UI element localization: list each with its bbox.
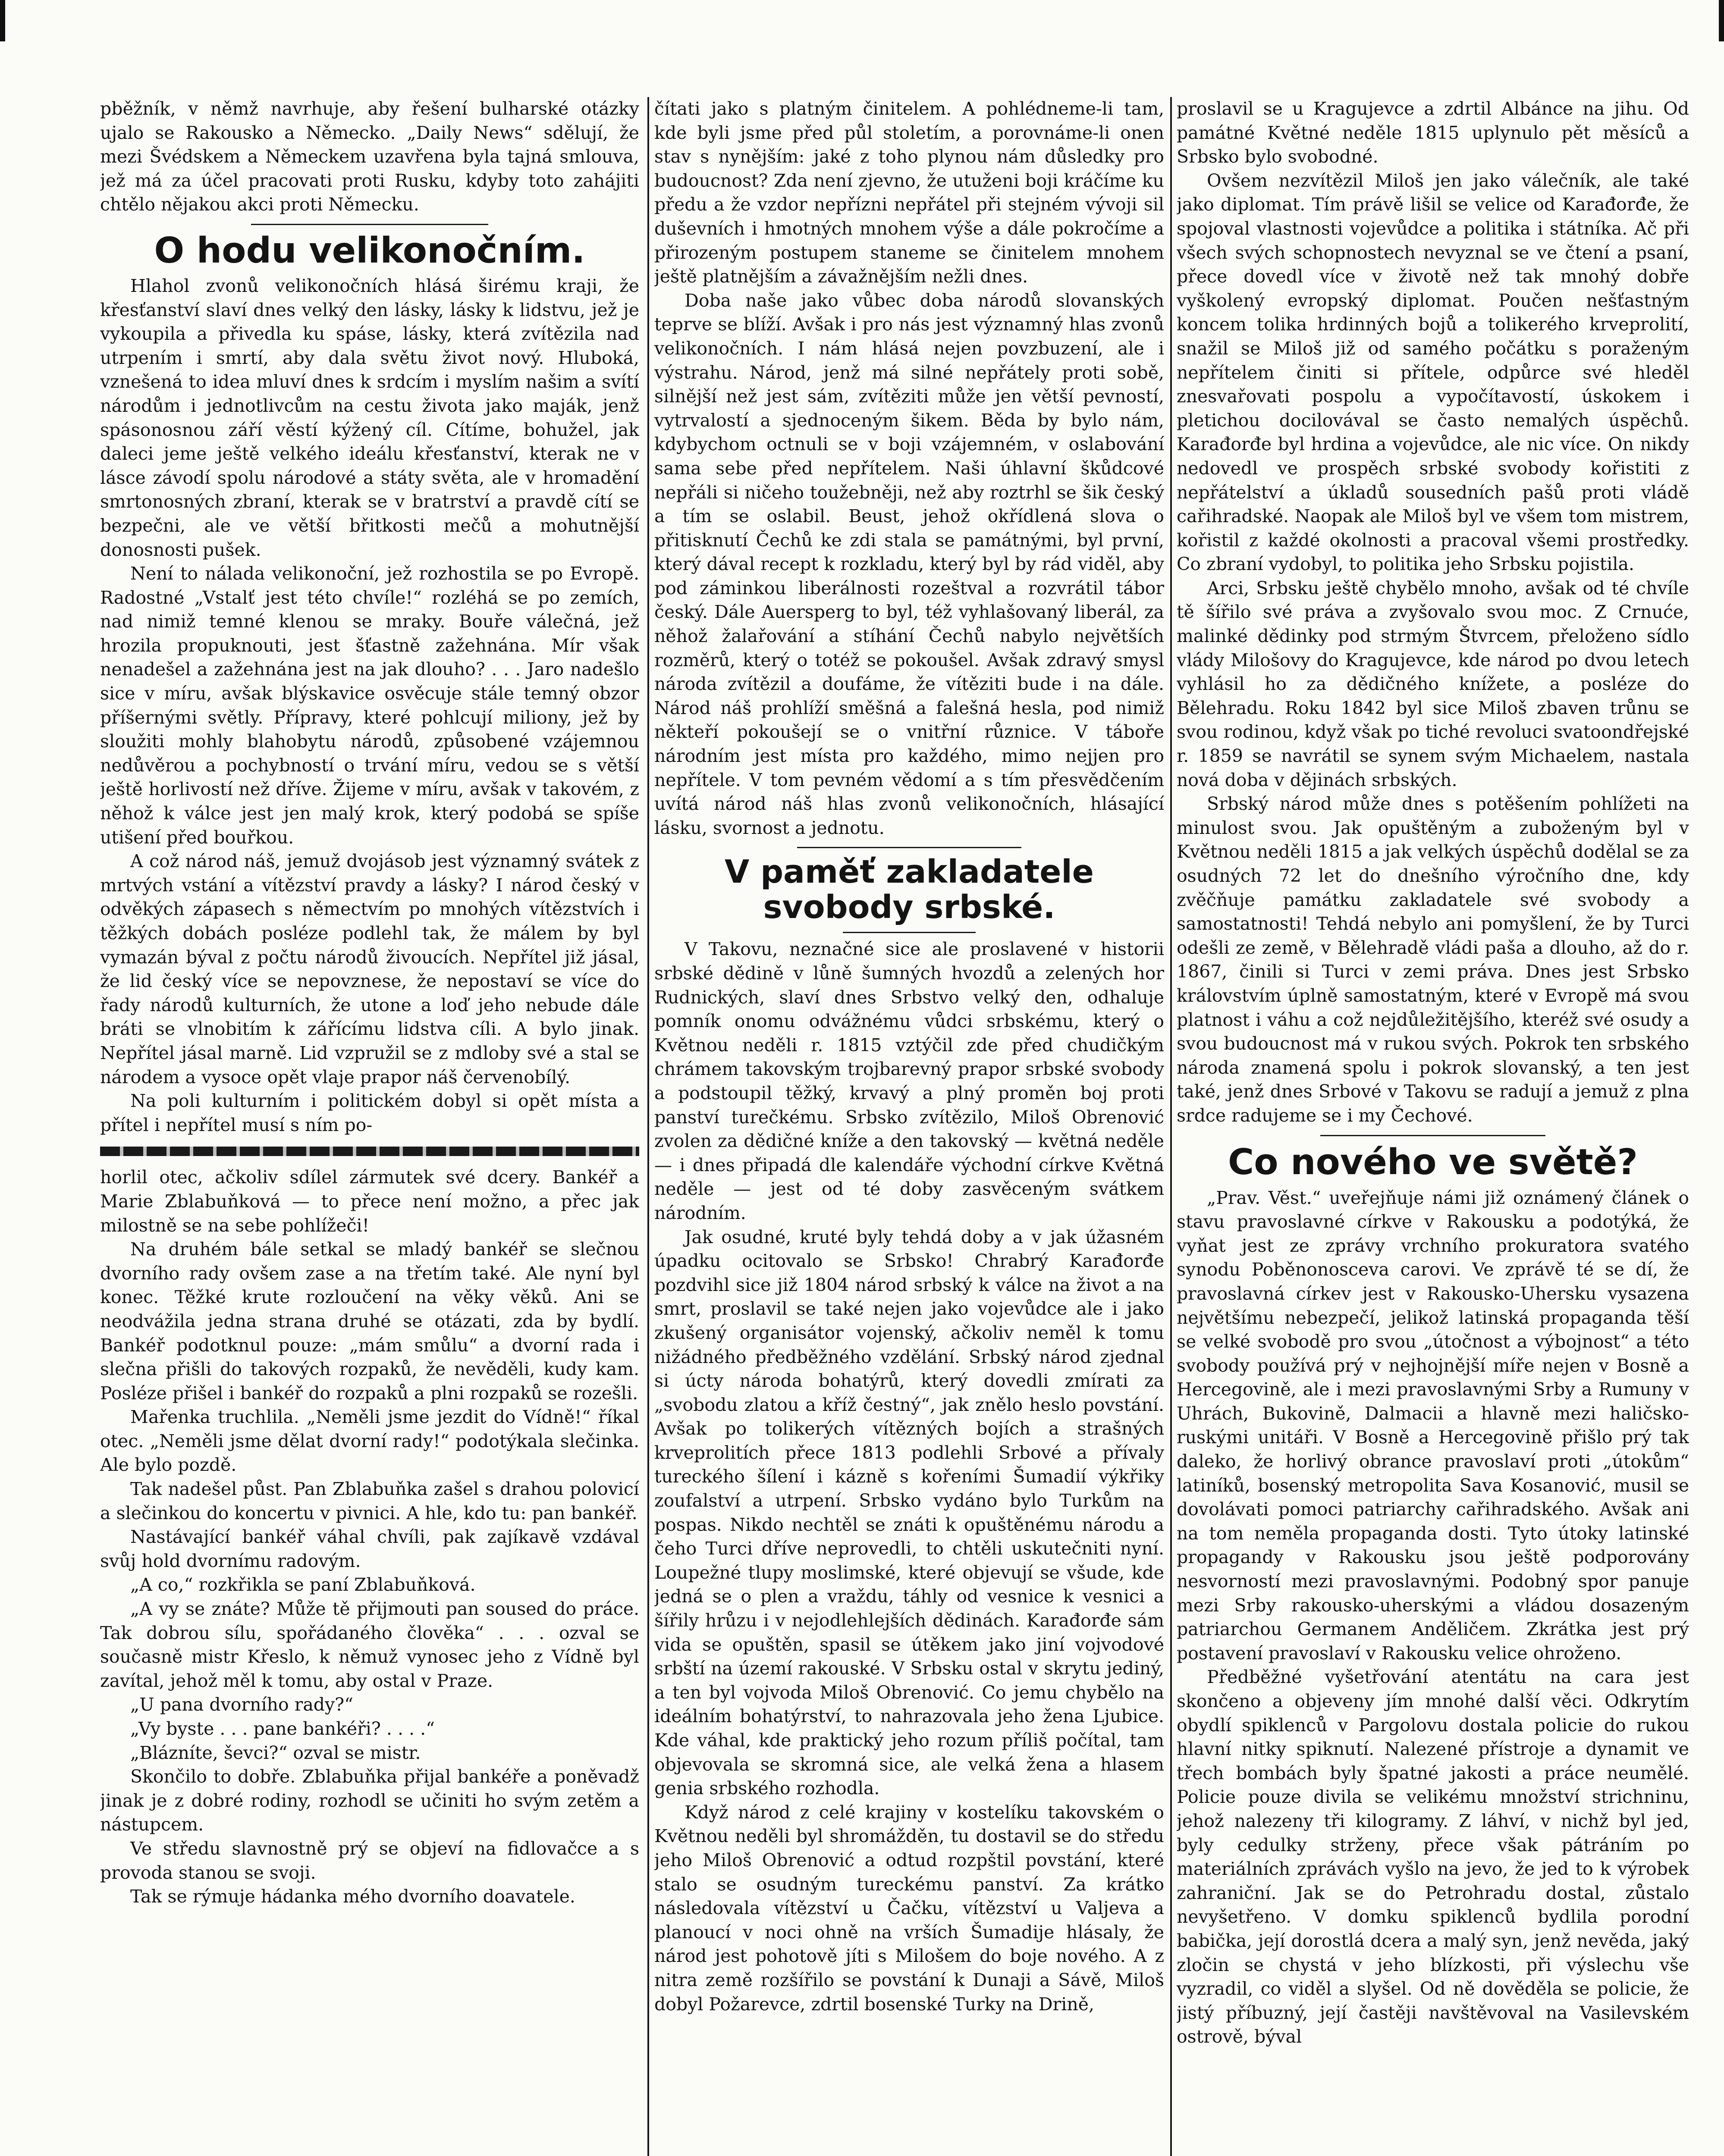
left-page-edge <box>0 0 5 41</box>
paragraph: Předběžné vyšetřování atentátu na cara jest skončeno a objeveny jím mnohé další věci. Odkrytím obydlí spiklenců v Pargolovu dostala policie do rukou hlavní nitky spiknutí. Nalezené přístroje a dynamit ve třech bombách byly špatné jakosti a práce neumělé. Policie pouze divila se velikému množství strichninu, jehož nalezeny tři kilogramy. Z láhví, v nichž byl jed, byly cedulky strženy, přece však pátráním po materiálních zprávách vyšlo na jevo, že jed to k výrobek zahraniční. Jak se do Petrohradu dostal, zůstalo nevyšetřeno. V domku spiklenců bydlila porodní babička, její dorostlá dcera a malý syn, jenž nevěda, jaký zločin se chystá v jeho blízkosti, při výslechu vše vyzradil, co viděl a slyšel. Od ně dověděla se policie, že jistý příbuzný, její častěji navštěvoval na Vasilevském ostrově, býval <box>1177 1667 1689 2047</box>
story-paragraph: „A vy se znáte? Může tě přijmouti pan soused do práce. Tak dobrou sílu, spořádaného člověka“ . . . ozval se současně mistr Křeslo, k němuž vynosec jeho z Vídně byl zavítal, jehož měl k tomu, aby ostal v Praze. <box>100 1598 639 1691</box>
story-paragraph: „U pana dvorního rady?“ <box>130 1694 354 1715</box>
column-2 <box>654 97 1164 2156</box>
column-3 <box>1177 97 1689 2156</box>
paragraph: A což národ náš, jemuž dvojásob jest významný svátek z mrtvých vstání a vítězství pravdy a lásky? I národ český v odvěkých zápasech s němectvím po mnohých vítězstvích i těžkých dobách posléze podlehl tak, že málem by byl vymazán býval z počtu národů živoucích. Nepřítel již jásal, že lid český více se nepovznese, že nepostaví se více do řady národů kulturních, že utone a loď jeho nebude dále bráti se vlnobitím k zářícímu lidstva cíli. A bylo jinak. Nepřítel jásal marně. Lid vzpružil se z mdloby své a stal se národem a vysoce opět vlaje prapor náš červenobílý. <box>100 851 639 1087</box>
separator <box>251 224 488 225</box>
paragraph: Není to nálada velikonoční, jež rozhostila se po Evropě. Radostné „Vstalť jest této chvíle!“ rozléhá se po zemích, nad nimiž temné klenou se mraky. Bouře válečná, jež hrozila propuknouti, jest šťastně zažehnána. Mír však nenadešel a zažehnána jest na jak dlouho? . . . Jaro nadešlo sice v míru, avšak blýskavice osvěcuje stále temný obzor příšernými světly. Přípravy, které pohlcují miliony, jež by sloužiti mohly blahobytu národů, způsobené vzájemnou nedůvěrou a pochybností o trvání míru, vedou se s větší ještě horlivostí než dříve. Žijeme v míru, avšak v takovém, z něhož k válce jest jen malý krok, který podobá se spíše utišení před bouřkou. <box>100 563 639 848</box>
paragraph: Ovšem nezvítězil Miloš jen jako válečník, ale také jako diplomat. Tím právě lišil se velice od Karađorđe, že spojoval vlastnosti vojevůdce a politika i státníka. Ač při všech svých schopnostech nevyznal se ve čtení a psaní, přece dovedl více v životě než tak mnohý dobře vyškolený evropský diplomat. Poučen nešťastným koncem tolika hrdinných bojů a tolikerého krveprolití, snažil se Miloš již od samého počátku s poraženým nepřítelem činiti si přítele, odpůrce své hleděl znesvařovati pospolu a vypočítavostí, úskokem i pletichou docilovával se často nemalých úspěchů. Karađorđe byl hrdina a vojevůdce, ale nic více. On nikdy nedovedl ve prospěch srbské svobody kořistiti z nepřátelství a úkladů sousedních pašů proti vládě cařihradské. Naopak ale Miloš byl ve všem tom mistrem, kořistil z každé okolnosti a pracoval všemi prostředky. Co zbraní vydobyl, to politika jeho Srbsku pojistila. <box>1177 170 1689 575</box>
story-paragraph: „Vy byste . . . pane bankéři? . . . .“ <box>130 1718 435 1739</box>
feuilleton-divider <box>100 1147 639 1156</box>
paragraph: čítati jako s platným činitelem. A pohlédneme-li tam, kde byli jsme před půl stoletím, a porovnáme-li onen stav s nynějším: jaké z toho plynou nám důsledky pro budoucnost? Zda není zjevno, že utuženi boji kráčíme ku předu a že vzdor nepřízni nepřátel při stejném vývoji sil duševních i hmotných mnohem výše a dále pokročíme a přirozeným postupem staneme se činitelem mnohem ještě platnějším a závažnějším nežli dnes. <box>654 98 1164 287</box>
paragraph: „Prav. Věst.“ uveřejňuje námi již oznámený článek o stavu pravoslavné církve v Rakousku a podotýká, že vyňat jest ze zprávy vrchního prokuratora svatého synodu Poběnonosceva carovi. Ve zprávě té se dí, že pravoslavná církev jest v Rakousko-Uhersku vysazena největšímu nebezpečí, jelikož latinská propaganda těší se velké svobodě pro svou „útočnost a výbojnost“ a této svobody používá prý v nejhojnější míře nejen v Bosně a Hercegovině, ale i mezi pravoslavnými Srby a Rumuny v Uhrách, Bukovině, Dalmacii a hlavně mezi haličsko-ruskými unitáři. V Bosně a Hercegovině přišlo prý tak daleko, že horlivý obrance pravoslaví proti „útokům“ latiníků, bosenský metropolita Sava Kosanović, musil se dovolávati pomoci patriarchy cařihradského. Avšak ani na tom neměla propaganda dosti. Tyto útoky latinské propagandy v Rakousku jsou ještě podporovány nesvorností mezi pravoslavnými. Podobný spor panuje mezi Srby rakousko-uherskými a vládou dosazeným patriarchou Germanem Anděličem. Zkrátka jest prý postavení pravoslaví v Rakousku velice ohroženo. <box>1177 1187 1689 1664</box>
story-paragraph: Nastávající bankéř váhal chvíli, pak zajíkavě vzdával svůj hold dvornímu radovým. <box>100 1526 639 1571</box>
paragraph: Hlahol zvonů velikonočních hlásá širému kraji, že křesťanství slaví dnes velký den lásky, lásky k lidstvu, jež je vykoupila a přivedla ku spáse, lásky, která zvítězila nad utrpením i smrtí, aby dala světu život nový. Hluboká, vznešená to idea mluví dnes k srdcím i myslím našim a svítí národům i jednotlivcům na cestu života jako maják, jenž spásonosnou září věstí kýžený cíl. Cítíme, bohužel, jak daleci jeme ještě velkého ideálu křesťanství, kterak ne v lásce závodí spolu národové a státy světa, ale v hromadění smrtonosných zbraní, kterak se v bratrství a pravdě cítí se bezpečni, ale ve větší břitkosti mečů a mohutnější donosnosti pušek. <box>100 275 639 560</box>
story-paragraph: Mařenka truchlila. „Neměli jsme jezdit do Vídně!“ říkal otec. „Neměli jsme dělat dvorní rady!“ podotýkala slečinka. Ale bylo pozdě. <box>100 1407 639 1476</box>
paragraph: Jak osudné, kruté byly tehdá doby a v jak úžasném úpadku ocitovalo se Srbsko! Chrabrý Karađorđe pozdvihl sice již 1804 národ srbský k válce na život a na smrt, proslavil se také nejen jako vojevůdce ale i jako zkušený organisátor vojenský, ačkoliv neměl k tomu nižádného předběžného vzdělání. Srbský národ zjednal si úcty národa bohatýrů, který dovedli zmírati za „svobodu zlatou a kříž čestný“, jak znělo heslo povstání. Avšak po tolikerých vítězných bojích a strašných krveprolitích přece 1813 podlehli Srbové a přívaly tureckého šílení i kázně s kořeními Šumadií výkřiky zoufalství a utrpení. Srbsko vydáno bylo Turkům na pospas. Nikdo nechtěl se znáti k opuštěnému národu a čeho Turci dříve neprovedli, to chtěli uskutečniti nyní. Loupežné tlupy moslimské, které objevují se všude, kde jedná se o plen a vraždu, táhly od vesnice k vesnici a šířily hrůzu i v nejodlehlejších dědinách. Karađorđe sám vida se opuštěn, spasil se útěkem jako jiní vojvodové srbští na území rakouské. V Srbsku ostal v skrytu jediný, a ten byl vojvoda Miloš Obrenović. Co jemu chybělo na ideálním bohatýrství, to nahrazovala jeho žena Ljubice. Kde váhal, kde praktický jeho rozum příliš počítal, tam objevovala se skromná sice, ale velká žena a hlasem genia srbského rozhodla. <box>654 1226 1164 1799</box>
paragraph: Srbský národ může dnes s potěšením pohlížeti na minulost svou. Jak opuštěným a zuboženým byl v Květnou neděli 1815 a jak velkých úspěchů dodělal se za osudných 72 let do dnešního výročního dne, kdy zvěčňuje památku zakladatele své svobody a samostatnosti! Tehdá nebylo ani pomyšlení, že by Turci odešli ze země, v Bělehradě vládi paša a dlouho, až do r. 1867, činili si Turci v zemi práva. Dnes jest Srbsko královstvím úplně samostatným, které v Evropě má svou platnost i váhu a což nejdůležitějšího, kteréž své osudy a svou budoucnost má v rukou svých. Pokrok ten srbského národa znamená spolu i pokrok slovanský, a ten jest také, jenž dnes Srbové v Takovu se radují a jemuž z plna srdce radujeme se i my Čechové. <box>1177 793 1689 1126</box>
story-paragraph: Na druhém bále setkal se mladý bankéř se slečnou dvorního rady ovšem zase a na třetím také. Ale nyní byl konec. Těžké krute rozloučení na věky věků. Ani se neodvážila jedna strana druhé se otázati, zda by bydlí. Bankéř podotknul pouze: „mám smůlu“ a dvorní rada i slečna přišli do takových rozpaků, že nevěděli, kudy kam. Posléze přišel i bankéř do rozpaků a plni rozpaků se rozešli. <box>100 1239 639 1404</box>
paragraph: Arci, Srbsku ještě chybělo mnoho, avšak od té chvíle tě šířilo své práva a zvyšovalo svou moc. Z Crnuće, malinké dědinky pod strmým Štvrcem, přeloženo sídlo vlády Milošovy do Kragujevce, kde národ po dvou letech vyhlásil ho za dědičného knížete, a posléze do Bělehradu. Roku 1842 byl sice Miloš zbaven trůnu se svou rodinou, když však po tiché revoluci svatoondřejské r. 1859 se navrátil se synem svým Michaelem, nastala nová doba v dějinách srbských. <box>1177 577 1689 790</box>
separator <box>843 932 975 933</box>
column-1 <box>100 97 639 2156</box>
paragraph: proslavil se u Kragujevce a zdrtil Albánce na jihu. Od památné Květné neděle 1815 uplynulo pět měsíců a Srbsko bylo svobodné. <box>1177 98 1689 167</box>
story-paragraph: Tak nadešel půst. Pan Zblabuňka zašel s drahou polovicí a slečinkou do koncertu v pivnici. A hle, kdo tu: pan bankéř. <box>100 1479 639 1523</box>
story-paragraph: horlil otec, ačkoliv sdílel zármutek své dcery. Bankéř a Marie Zblabuňková — to přece není možno, a přec jak milostně se na sebe pohlížeči! <box>100 1167 639 1236</box>
story-paragraph: „A co,“ rozkřikla se paní Zblabuňková. <box>130 1574 476 1595</box>
article-heading-news: Co nového ve světě? <box>1228 1141 1638 1183</box>
separator <box>797 847 1021 848</box>
story-paragraph: Tak se rýmuje hádanka mého dvorního doavatele. <box>130 1886 575 1907</box>
separator <box>1320 1135 1546 1136</box>
article-heading-serbia: V paměť zakladatele svobody srbské. <box>725 853 1094 926</box>
story-paragraph: Skončilo to dobře. Zblabuňka přijal bankéře a poněvadž jinak je z dobré rodiny, rozhodl se učiniti ho svým zetěm a nástupcem. <box>100 1766 639 1835</box>
article-heading-easter: O hodu velikonočním. <box>154 230 585 271</box>
article-intro: pběžník, v němž navrhuje, aby řešení bulharské otázky ujalo se Rakousko a Německo. „Daily News“ sdělují, že mezi Švédskem a Německem uzavřena byla tajná smlouva, jež má za účel pracovati proti Rusku, kdyby toto zahájiti chtělo nějakou akci proti Německu. <box>100 98 639 215</box>
story-paragraph: „Blázníte, ševci?“ ozval se mistr. <box>130 1742 421 1763</box>
right-page-edge <box>1719 0 1724 41</box>
paragraph: Na poli kulturním i politickém dobyl si opět místa a přítel i nepřítel musí s ním po- <box>100 1091 639 1135</box>
story-paragraph: Ve středu slavnostně prý se objeví na fidlovačce a s provoda stanou se svoji. <box>100 1838 639 1883</box>
paragraph: V Takovu, neznačné sice ale proslavené v historii srbské dědině v lůně šumných hvozdů a zelených hor Rudnických, slaví dnes Srbstvo velký den, odhaluje pomník onomu odvážnému vůdci srbskému, který o Květnou neděli r. 1815 vztýčil zde před chudičkým chrámem takovským trojbarevný prapor srbské svobody a podstoupil těžký, krvavý a plný proměn boj proti panství turečkému. Srbsko zvítězilo, Miloš Obrenović zvolen za dědičné kníže a den takovský — květná neděle — i dnes připadá dle kalendáře východní církve Květná neděle — jest od té doby zasvěceným svátkem národním. <box>654 939 1164 1223</box>
paragraph: Když národ z celé krajiny v kostelíku takovském o Květnou neděli byl shromážděn, tu dostavil se do středu jeho Miloš Obrenović a odtud rozpštil povstání, které stalo se osudným tureckému panství. Za krátko následovala vítězství u Čačku, vítězství u Valjeva a planoucí v noci ohně na vrších Šumadije hlásaly, že národ jest pohotově jíti s Milošem do boje nového. A z nitra země rozšířilo se povstání k Dunaji a Sávě, Miloš dobyl Požarevce, zdrtil bosenské Turky na Drině, <box>654 1802 1164 2015</box>
paragraph: Doba naše jako vůbec doba národů slovanských teprve se blíží. Avšak i pro nás jest významný hlas zvonů velikonočních. I nám hlásá nejen povzbuzení, ale i výstrahu. Národ, jenž má silné nepřátely proti sobě, silnější než jest sám, zvítěziti může jen větší pevností, vytrvalostí a sjednoceným šikem. Běda by bylo nám, kdybychom octnuli se v boji vzájemném, v oslabování sama sebe před nepřítelem. Naši úhlavní škůdcové nepřáli si ničeho toužebněji, než aby roztrhl se šik český a tím se oslabil. Beust, jehož okřídlená slova o přitisknutí Čechů ke zdi stala se památnými, byl první, který dával recept k rozkladu, který byl by rád viděl, aby pod záminkou liberálnosti rozeštval a rozvrátil tábor český. Dále Auersperg to byl, též vyhlašovaný liberál, za něhož žalařování a stíhání Čechů nabylo největších rozměrů, který o totéž se pokoušel. Avšak zdravý smysl národa zvítězil a doufáme, že vítěziti bude i na dále. Národ náš prohlíží směšná a falešná hesla, pod nimiž někteří pokoušejí se o vnitřní různice. V táboře národním jest místa pro každého, mimo nejjen pro nepřítele. V tom pevném vědomí a s tím přesvědčením uvítá národ náš hlas zvonů velikonočních, hlásající lásku, svornost a jednotu. <box>654 290 1164 838</box>
column-divider-2 <box>1170 97 1172 2156</box>
column-divider-1 <box>647 97 649 2156</box>
